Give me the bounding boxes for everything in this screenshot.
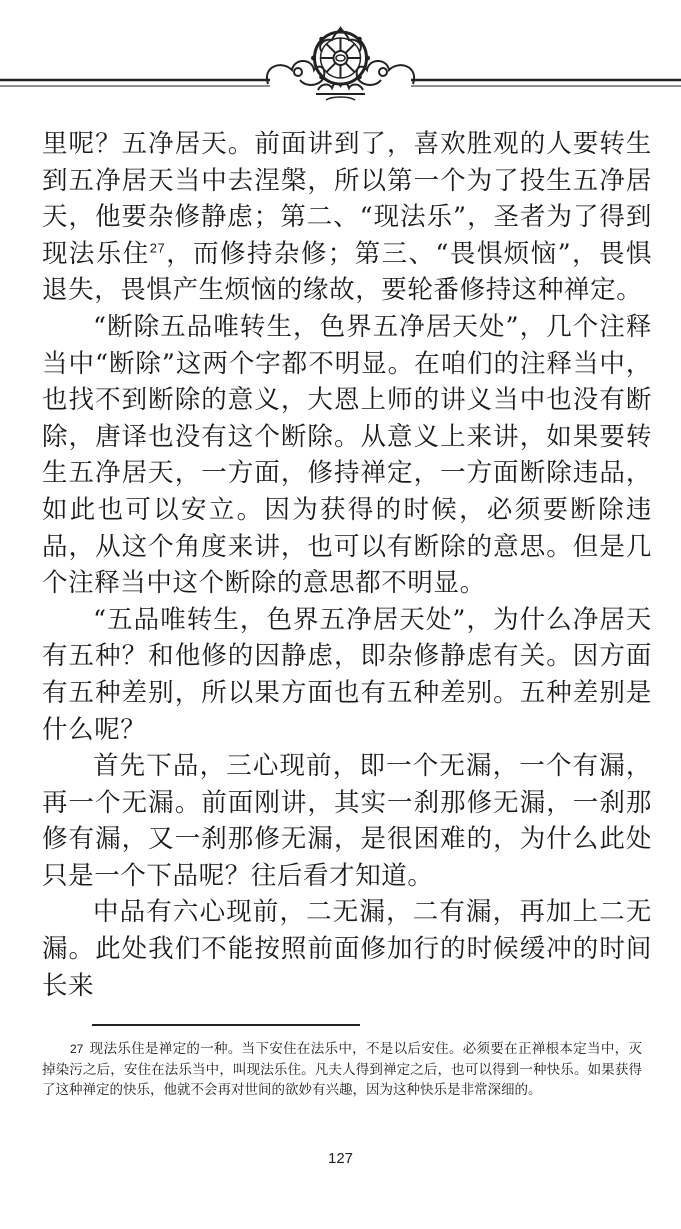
paragraph-2: “断除五品唯转生，色界五净居天处”，几个注释当中“断除”这两个字都不明显。在咱们的注释当中，也找不到断除的意义，大恩上师的讲义当中也没有断除，唐译也没有这个断除。从意义上来讲，如果要转生五净居天，一方面，修持禅定，一方面断除违品，如此也可以安立。因为获得的时候，必须要断除违品，从这个角度来讲，也可以有断除的意思。但是几个注释当中这个断除的意思都不明显。 — [42, 311, 652, 599]
footnote-divider — [92, 1024, 360, 1026]
footnote — [42, 1039, 642, 1101]
paragraph-1-text-after: ，而修持杂修；第三、“畏惧烦恼”，畏惧退失，畏惧产生烦恼的缘故，要轮番修持这种禅定。 — [42, 238, 652, 306]
paragraph-1-text: 里呢？五净居天。前面讲到了，喜欢胜观的人要转生到五净居天当中去涅槃，所以第一个为了投生五净居天，他要杂修静虑；第二、“现法乐”，圣者为了得到现法乐住 — [42, 129, 652, 269]
paragraph-4: 首先下品，三心现前，即一个无漏，一个有漏，再一个无漏。前面刚讲，其实一刹那修无漏，一刹那修有漏，又一刹那修无漏，是很困难的，为什么此处只是一个下品呢？往后看才知道。 — [42, 751, 652, 891]
page-number: 127 — [327, 1150, 354, 1167]
footnote-number: 27 — [70, 1042, 84, 1056]
paragraph-5: 中品有六心现前，二无漏，二有漏，再加上二无漏。此处我们不能按照前面修加行的时候缓冲的时间长来 — [42, 897, 652, 1001]
main-text — [42, 126, 652, 1004]
footnote-ref-27[interactable]: 27 — [149, 240, 166, 256]
paragraph-1 — [42, 126, 652, 309]
paragraph-3: “五品唯转生，色界五净居天处”，为什么净居天有五种？和他修的因静虑，即杂修静虑有关。因方面有五种差别，所以果方面也有五种差别。五种差别是什么呢？ — [42, 604, 652, 745]
footnote-text: 现法乐住是禅定的一种。当下安住在法乐中，不是以后安住。必须要在正禅根本定当中，灭掉染污之后，安住在法乐当中，叫现法乐住。凡夫人得到禅定之后，也可以得到一种快乐。如果获得了这种禅定的快乐，他就不会再对世间的欲妙有兴趣，因为这种快乐是非常深细的。 — [42, 1041, 642, 1098]
dharma-wheel-icon — [311, 28, 370, 100]
page-header-ornament — [0, 0, 681, 110]
